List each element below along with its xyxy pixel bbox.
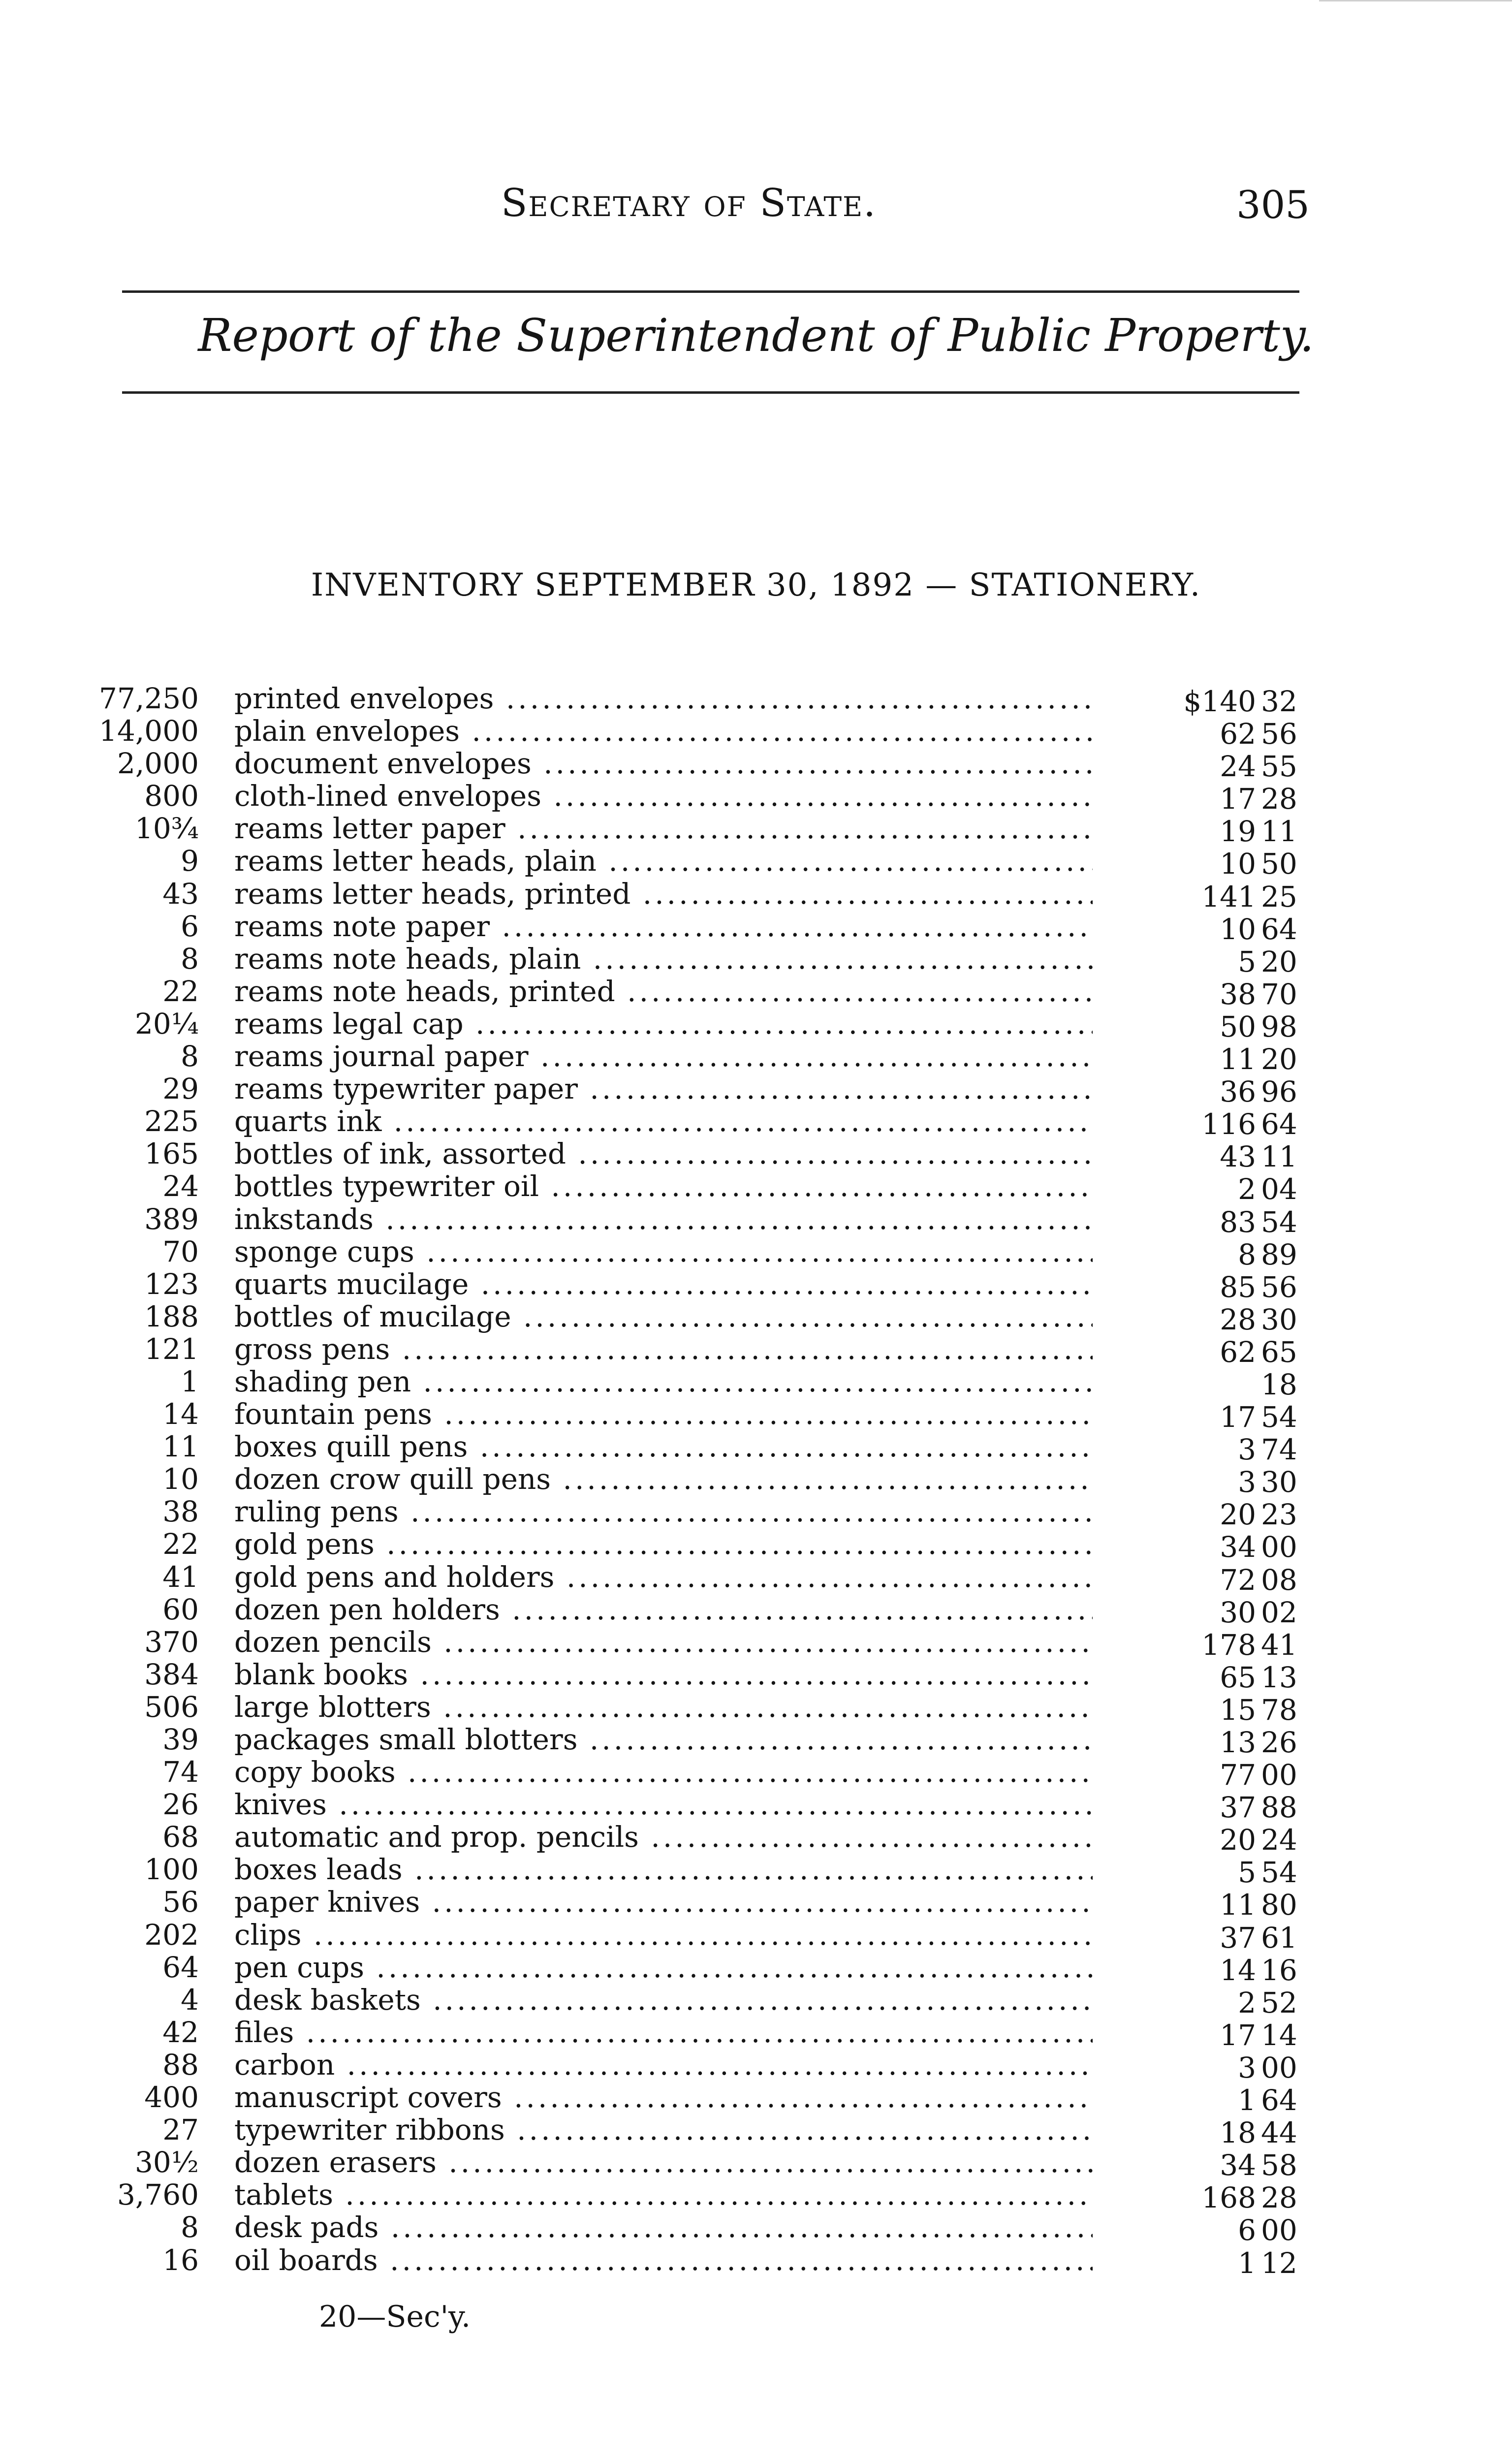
cost-cents: 23: [1261, 1498, 1297, 1532]
inventory-row: [0, 2048, 1512, 2084]
item-description: manuscript covers .....: [234, 2081, 1093, 2114]
cost-dollars: 15: [1220, 1693, 1256, 1727]
item-description: plain envelopes .....: [234, 715, 1093, 747]
item-description: boxes leads .....: [234, 1853, 1093, 1886]
quantity: 800: [144, 779, 199, 813]
cost-cents: 78: [1261, 1693, 1297, 1727]
quantity: 370: [144, 1625, 199, 1659]
item-description: carbon .....: [234, 2049, 1093, 2081]
cost-dollars: 5: [1238, 945, 1256, 978]
inventory-row: [0, 1007, 1512, 1043]
quantity: 22: [162, 974, 199, 1008]
cost-cents: 28: [1261, 782, 1297, 816]
inventory-row: [0, 1592, 1512, 1629]
item-description: gross pens .....: [234, 1333, 1093, 1365]
inventory-row: [0, 1853, 1512, 1890]
cost-dollars: 1: [1238, 2083, 1256, 2117]
inventory-row: [0, 909, 1512, 946]
inventory-row: [0, 2243, 1512, 2280]
cost-dollars: 62: [1220, 1335, 1256, 1369]
cost-cents: 11: [1261, 815, 1297, 849]
quantity: 41: [162, 1560, 199, 1594]
inventory-row: [0, 1820, 1512, 1857]
cost-cents: 18: [1261, 1367, 1297, 1401]
item-description: typewriter ribbons .....: [234, 2114, 1093, 2146]
item-description: reams letter paper .....: [234, 812, 1093, 845]
item-description: files .....: [234, 2016, 1093, 2049]
running-head: Secretary of State.: [501, 181, 877, 225]
cost-dollars: 37: [1220, 1921, 1256, 1955]
item-description: dozen erasers .....: [234, 2146, 1093, 2178]
cost-cents: 50: [1261, 847, 1297, 881]
item-description: ruling pens .....: [234, 1495, 1093, 1528]
cost-cents: 58: [1261, 2148, 1297, 2182]
cost-cents: 26: [1261, 1726, 1297, 1759]
cost-dollars: 62: [1220, 717, 1256, 751]
inventory-row: [0, 877, 1512, 914]
cost-cents: 00: [1261, 1758, 1297, 1792]
inventory-row: [0, 1364, 1512, 1401]
cost-dollars: 178: [1201, 1628, 1256, 1662]
cost-dollars: 3: [1238, 1465, 1256, 1499]
item-description: document envelopes .....: [234, 747, 1093, 780]
item-description: printed envelopes .....: [234, 682, 1093, 715]
item-description: quarts ink .....: [234, 1105, 1093, 1137]
item-description: reams note paper .....: [234, 910, 1093, 943]
item-description: automatic and prop. pencils .....: [234, 1821, 1093, 1853]
inventory-row: [0, 1137, 1512, 1174]
cost-dollars: 3: [1238, 1433, 1256, 1467]
cost-dollars: 30: [1220, 1595, 1256, 1629]
cost-cents: 20: [1261, 1042, 1297, 1076]
inventory-row: [0, 1723, 1512, 1759]
item-description: clips .....: [234, 1919, 1093, 1951]
cost-dollars: 43: [1220, 1140, 1256, 1174]
quantity: 400: [144, 2081, 199, 2114]
cost-dollars: 34: [1220, 1530, 1256, 1564]
cost-dollars: 6: [1238, 2213, 1256, 2247]
cost-cents: 55: [1261, 750, 1297, 784]
quantity: 1: [181, 1364, 199, 1398]
inventory-row: [0, 1462, 1512, 1499]
inventory-row: [0, 747, 1512, 784]
inventory-row: [0, 1495, 1512, 1532]
cost-cents: 13: [1261, 1660, 1297, 1694]
inventory-row: [0, 1755, 1512, 1792]
item-description: reams letter heads, plain .....: [234, 845, 1093, 877]
item-description: gold pens .....: [234, 1528, 1093, 1560]
quantity: 3,760: [117, 2178, 199, 2212]
cost-dollars: 2: [1238, 1986, 1256, 2019]
quantity: 10: [162, 1462, 199, 1496]
quantity: 384: [144, 1657, 199, 1691]
cost-dollars: 2: [1238, 1172, 1256, 1206]
item-description: dozen pencils .....: [234, 1626, 1093, 1658]
cost-cents: 04: [1261, 1172, 1297, 1206]
cost-dollars: 13: [1220, 1726, 1256, 1759]
signature-mark: 20—Sec'y.: [319, 2300, 471, 2334]
cost-cents: 30: [1261, 1302, 1297, 1336]
quantity: 43: [162, 877, 199, 911]
cost-dollars: 10: [1220, 912, 1256, 946]
cost-dollars: 50: [1220, 1010, 1256, 1043]
cost-cents: 65: [1261, 1335, 1297, 1369]
inventory-row: [0, 974, 1512, 1011]
inventory-row: [0, 1040, 1512, 1076]
quantity: 16: [162, 2243, 199, 2277]
quantity: 202: [144, 1918, 199, 1952]
item-description: blank books .....: [234, 1658, 1093, 1691]
inventory-row: [0, 682, 1512, 718]
item-description: bottles typewriter oil .....: [234, 1170, 1093, 1202]
item-description: bottles of mucilage .....: [234, 1300, 1093, 1333]
cost-cents: 54: [1261, 1400, 1297, 1434]
cost-dollars: 28: [1220, 1302, 1256, 1336]
item-description: inkstands .....: [234, 1203, 1093, 1235]
quantity: 88: [162, 2048, 199, 2082]
cost-dollars: 11: [1220, 1042, 1256, 1076]
cost-dollars: 17: [1220, 2018, 1256, 2052]
inventory-row: [0, 812, 1512, 849]
cost-dollars: 18: [1220, 2116, 1256, 2150]
inventory-row: [0, 1169, 1512, 1206]
inventory-row: [0, 1560, 1512, 1597]
quantity: 39: [162, 1723, 199, 1756]
quantity: 14,000: [99, 714, 199, 748]
inventory-row: [0, 1885, 1512, 1922]
cost-cents: 02: [1261, 1595, 1297, 1629]
quantity: 60: [162, 1592, 199, 1626]
item-description: large blotters .....: [234, 1691, 1093, 1723]
item-description: desk pads .....: [234, 2211, 1093, 2243]
inventory-row: [0, 1234, 1512, 1271]
cost-cents: 70: [1261, 977, 1297, 1011]
item-description: reams legal cap .....: [234, 1008, 1093, 1040]
cost-cents: 08: [1261, 1563, 1297, 1597]
cost-cents: 74: [1261, 1433, 1297, 1467]
inventory-row: [0, 1202, 1512, 1239]
cost-cents: 00: [1261, 1530, 1297, 1564]
cost-cents: 64: [1261, 912, 1297, 946]
quantity: 8: [181, 2210, 199, 2244]
cost-dollars: 17: [1220, 1400, 1256, 1434]
inventory-row: [0, 2015, 1512, 2052]
cost-dollars: 36: [1220, 1075, 1256, 1109]
header-rule-top: [122, 290, 1299, 293]
quantity: 26: [162, 1788, 199, 1822]
inventory-row: [0, 1072, 1512, 1109]
cost-cents: 00: [1261, 2213, 1297, 2247]
inventory-row: [0, 844, 1512, 881]
item-description: reams letter heads, printed .....: [234, 878, 1093, 910]
item-description: desk baskets .....: [234, 1984, 1093, 2016]
item-description: pen cups .....: [234, 1951, 1093, 1984]
cost-dollars: 1: [1238, 2246, 1256, 2280]
quantity: 8: [181, 942, 199, 976]
cost-dollars: 20: [1220, 1823, 1256, 1857]
cost-cents: 24: [1261, 1823, 1297, 1857]
header-rule-bottom: [122, 391, 1299, 394]
inventory-row: [0, 1657, 1512, 1694]
item-description: copy books .....: [234, 1756, 1093, 1788]
quantity: 11: [162, 1430, 199, 1464]
cost-cents: 54: [1261, 1205, 1297, 1239]
quantity: 506: [144, 1690, 199, 1724]
item-description: reams note heads, plain .....: [234, 943, 1093, 975]
quantity: 42: [162, 2015, 199, 2049]
cost-dollars: 24: [1220, 750, 1256, 784]
inventory-row: [0, 779, 1512, 816]
report-title: Report of the Superintendent of Public Property.: [198, 309, 1314, 362]
quantity: 9: [181, 844, 199, 878]
inventory-row: [0, 1983, 1512, 2019]
quantity: 6: [181, 909, 199, 943]
cost-dollars: 34: [1220, 2148, 1256, 2182]
quantity: 70: [162, 1234, 199, 1268]
inventory-row: [0, 2178, 1512, 2215]
cost-cents: 64: [1261, 2083, 1297, 2117]
cost-cents: 88: [1261, 1791, 1297, 1825]
item-description: paper knives .....: [234, 1886, 1093, 1918]
inventory-row: [0, 1788, 1512, 1825]
page-edge-line: [1319, 0, 1512, 1]
quantity: 24: [162, 1169, 199, 1203]
inventory-row: [0, 1332, 1512, 1369]
inventory-row: [0, 2145, 1512, 2182]
inventory-row: [0, 2081, 1512, 2117]
item-description: bottles of ink, assorted .....: [234, 1137, 1093, 1170]
inventory-row: [0, 1950, 1512, 1987]
cost-cents: 28: [1261, 2181, 1297, 2215]
quantity: 4: [181, 1983, 199, 2017]
inventory-row: [0, 942, 1512, 978]
cost-cents: 96: [1261, 1075, 1297, 1109]
item-description: quarts mucilage .....: [234, 1268, 1093, 1300]
inventory-row: [0, 1625, 1512, 1662]
cost-dollars: 141: [1201, 880, 1256, 914]
cost-dollars: 3: [1238, 2051, 1256, 2084]
cost-cents: 98: [1261, 1010, 1297, 1043]
cost-cents: 54: [1261, 1856, 1297, 1890]
inventory-row: [0, 1430, 1512, 1467]
quantity: 188: [144, 1299, 199, 1333]
cost-cents: 32: [1261, 685, 1297, 718]
item-description: dozen pen holders .....: [234, 1593, 1093, 1626]
cost-cents: 41: [1261, 1628, 1297, 1662]
cost-dollars: 168: [1201, 2181, 1256, 2215]
cost-cents: 25: [1261, 880, 1297, 914]
quantity: 27: [162, 2113, 199, 2147]
cost-cents: 64: [1261, 1107, 1297, 1141]
quantity: 8: [181, 1040, 199, 1073]
quantity: 20¼: [134, 1007, 199, 1041]
cost-dollars: 14: [1220, 1953, 1256, 1987]
item-description: sponge cups .....: [234, 1235, 1093, 1268]
quantity: 77,250: [99, 682, 199, 715]
cost-cents: 12: [1261, 2246, 1297, 2280]
cost-cents: 11: [1261, 1140, 1297, 1174]
cost-dollars: 38: [1220, 977, 1256, 1011]
quantity: 121: [144, 1332, 199, 1366]
quantity: 123: [144, 1267, 199, 1301]
cost-cents: 20: [1261, 945, 1297, 978]
item-description: gold pens and holders .....: [234, 1561, 1093, 1593]
cost-dollars: 85: [1220, 1270, 1256, 1304]
quantity: 14: [162, 1397, 199, 1431]
item-description: dozen crow quill pens .....: [234, 1463, 1093, 1495]
item-description: cloth-lined envelopes .....: [234, 780, 1093, 812]
cost-cents: 16: [1261, 1953, 1297, 1987]
cost-dollars: 77: [1220, 1758, 1256, 1792]
inventory-table: [0, 682, 1512, 2280]
cost-dollars: 5: [1238, 1856, 1256, 1890]
cost-dollars: 37: [1220, 1791, 1256, 1825]
cost-cents: 61: [1261, 1921, 1297, 1955]
item-description: oil boards .....: [234, 2244, 1093, 2276]
inventory-row: [0, 1918, 1512, 1955]
inventory-row: [0, 1299, 1512, 1336]
item-description: fountain pens .....: [234, 1398, 1093, 1430]
quantity: 38: [162, 1495, 199, 1529]
inventory-row: [0, 1527, 1512, 1564]
inventory-row: [0, 1267, 1512, 1304]
cost-dollars: 72: [1220, 1563, 1256, 1597]
cost-cents: 89: [1261, 1237, 1297, 1271]
inventory-row: [0, 1104, 1512, 1141]
cost-dollars: 83: [1220, 1205, 1256, 1239]
cost-dollars: 116: [1201, 1107, 1256, 1141]
cost-cents: 14: [1261, 2018, 1297, 2052]
quantity: 64: [162, 1950, 199, 1984]
quantity: 30½: [134, 2145, 199, 2179]
cost-dollars: 10: [1220, 847, 1256, 881]
quantity: 389: [144, 1202, 199, 1236]
cost-dollars: 65: [1220, 1660, 1256, 1694]
item-description: packages small blotters .....: [234, 1723, 1093, 1756]
inventory-row: [0, 2113, 1512, 2150]
page-number: 305: [1236, 183, 1310, 227]
item-description: knives .....: [234, 1788, 1093, 1821]
inventory-row: [0, 1690, 1512, 1727]
quantity: 10¾: [134, 812, 199, 846]
cost-cents: 52: [1261, 1986, 1297, 2019]
quantity: 68: [162, 1820, 199, 1854]
quantity: 100: [144, 1853, 199, 1887]
cost-dollars: 19: [1220, 815, 1256, 849]
cost-cents: 80: [1261, 1888, 1297, 1922]
item-description: reams typewriter paper .....: [234, 1073, 1093, 1105]
cost-cents: 56: [1261, 717, 1297, 751]
inventory-row: [0, 1397, 1512, 1434]
cost-dollars: 17: [1220, 782, 1256, 816]
item-description: reams note heads, printed .....: [234, 975, 1093, 1008]
cost-cents: 56: [1261, 1270, 1297, 1304]
inventory-row: [0, 714, 1512, 751]
quantity: 56: [162, 1885, 199, 1919]
quantity: 22: [162, 1527, 199, 1561]
quantity: 74: [162, 1755, 199, 1789]
cost-dollars: $140: [1183, 685, 1256, 718]
inventory-row: [0, 2210, 1512, 2247]
cost-cents: 30: [1261, 1465, 1297, 1499]
cost-cents: 00: [1261, 2051, 1297, 2084]
cost-dollars: 11: [1220, 1888, 1256, 1922]
cost-dollars: 20: [1220, 1498, 1256, 1532]
quantity: 29: [162, 1072, 199, 1106]
quantity: 225: [144, 1104, 199, 1138]
item-description: boxes quill pens .....: [234, 1430, 1093, 1463]
item-description: tablets .....: [234, 2178, 1093, 2211]
item-description: reams journal paper .....: [234, 1040, 1093, 1073]
cost-cents: 44: [1261, 2116, 1297, 2150]
inventory-heading: INVENTORY SEPTEMBER 30, 1892 — STATIONERY.: [311, 567, 1201, 603]
quantity: 165: [144, 1137, 199, 1171]
quantity: 2,000: [117, 747, 199, 781]
cost-dollars: 8: [1238, 1237, 1256, 1271]
item-description: shading pen .....: [234, 1365, 1093, 1398]
